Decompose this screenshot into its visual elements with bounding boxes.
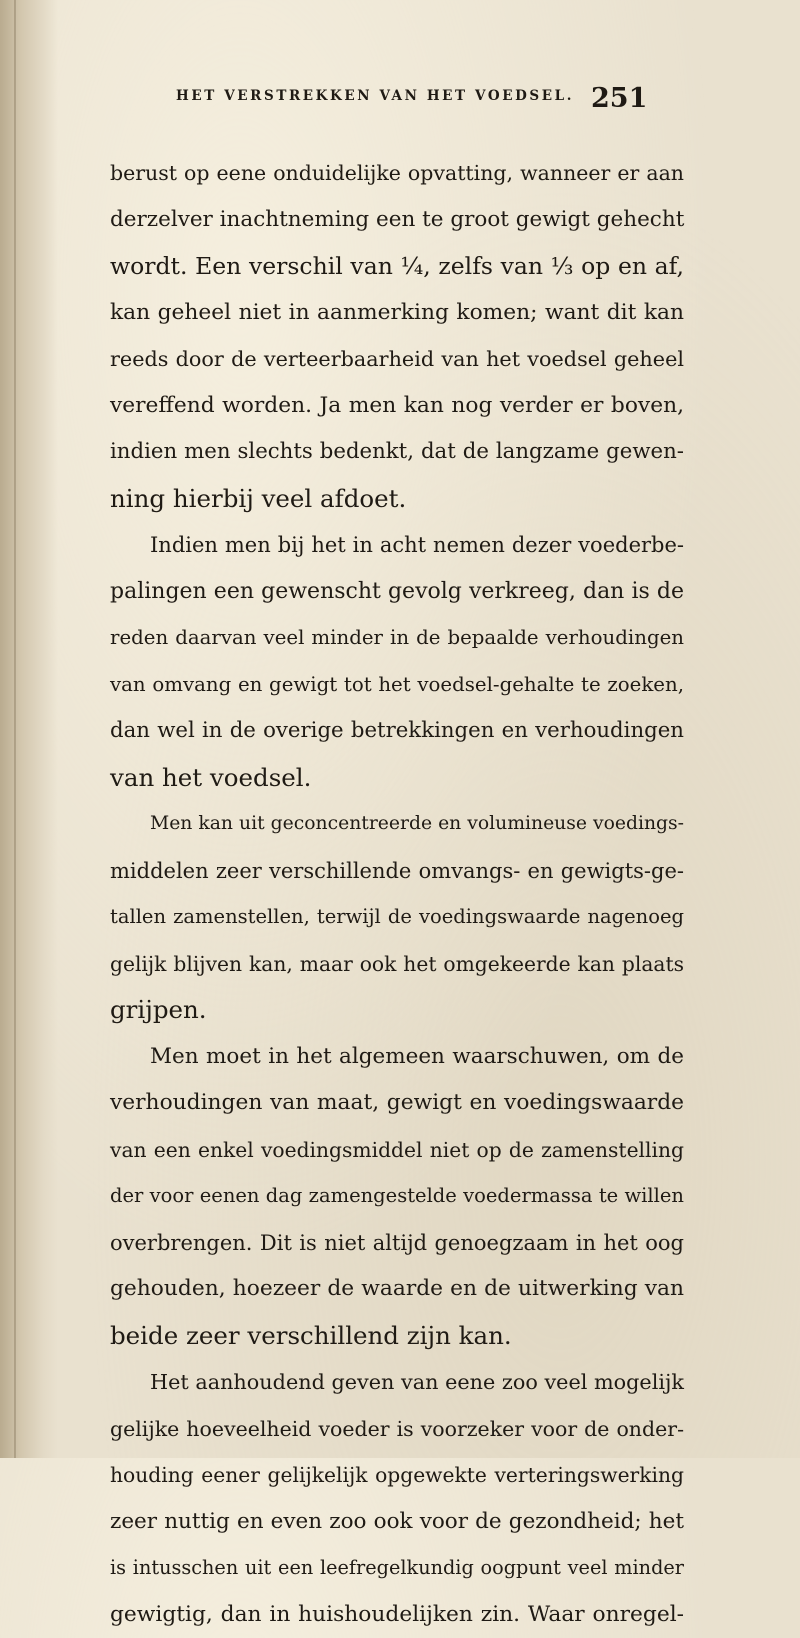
text-line: grijpen. [110,987,684,1034]
text-line: derzelver inachtneming een te groot gewigt gehecht [110,197,684,244]
paragraph-first-line: Men kan uit geconcentreerde en volumineuse voedings- [110,801,684,848]
text-line: overbrengen. Dit is niet altijd genoegzaam in het oog [110,1220,684,1267]
text-line: berust op eene onduidelijke opvatting, wanneer er aan [110,150,684,197]
text-line: reden daarvan veel minder in de bepaalde verhoudingen [110,615,684,662]
running-head [176,88,696,128]
text-line: van omvang en gewigt tot het voedsel-gehalte te zoeken, [110,662,684,709]
text-line: beide zeer verschillend zijn kan. [110,1313,684,1360]
text-line: reeds door de verteerbaarheid van het voedsel geheel [110,336,684,383]
text-line: verhoudingen van maat, gewigt en voedingswaarde [110,1080,684,1127]
page-binding-edge [0,0,58,1458]
text-line: dan wel in de overige betrekkingen en verhoudingen [110,708,684,755]
text-line: indien men slechts bedenkt, dat de langzame gewen- [110,429,684,476]
paragraph-first-line: Indien men bij het in acht nemen dezer voederbe- [110,522,684,569]
text-line: houding eener gelijkelijk opgewekte verteringswerking [110,1452,684,1499]
text-line: tallen zamenstellen, terwijl de voedingswaarde nagenoeg [110,894,684,941]
text-line: kan geheel niet in aanmerking komen; want dit kan [110,290,684,337]
text-line: middelen zeer verschillende omvangs- en gewigts-ge- [110,848,684,895]
text-line: gehouden, hoezeer de waarde en de uitwerking van [110,1266,684,1313]
text-line: der voor eenen dag zamengestelde voedermassa te willen [110,1173,684,1220]
text-line: gewigtig, dan in huishoudelijken zin. Waar onregel- [110,1592,684,1638]
body-text [110,150,684,1638]
text-line: vereffend worden. Ja men kan nog verder er boven, [110,383,684,430]
text-line: ning hierbij veel afdoet. [110,476,684,523]
text-line: van een enkel voedingsmiddel niet op de zamenstelling [110,1127,684,1174]
paragraph-first-line: Het aanhoudend geven van eene zoo veel mogelijk [110,1359,684,1406]
running-head-title: HET VERSTREKKEN VAN HET VOEDSEL. [176,88,574,104]
text-line: gelijk blijven kan, maar ook het omgekeerde kan plaats [110,941,684,988]
text-line: wordt. Een verschil van ¼, zelfs van ⅓ op en af, [110,243,684,290]
text-line: van het voedsel. [110,755,684,802]
paragraph-first-line: Men moet in het algemeen waarschuwen, om de [110,1034,684,1081]
text-line: zeer nuttig en even zoo ook voor de gezondheid; het [110,1499,684,1546]
text-line: is intusschen uit een leefregelkundig oogpunt veel minder [110,1545,684,1592]
text-line: gelijke hoeveelheid voeder is voorzeker voor de onder- [110,1406,684,1453]
page-number: 251 [591,83,647,114]
text-line: palingen een gewenscht gevolg verkreeg, dan is de [110,569,684,616]
